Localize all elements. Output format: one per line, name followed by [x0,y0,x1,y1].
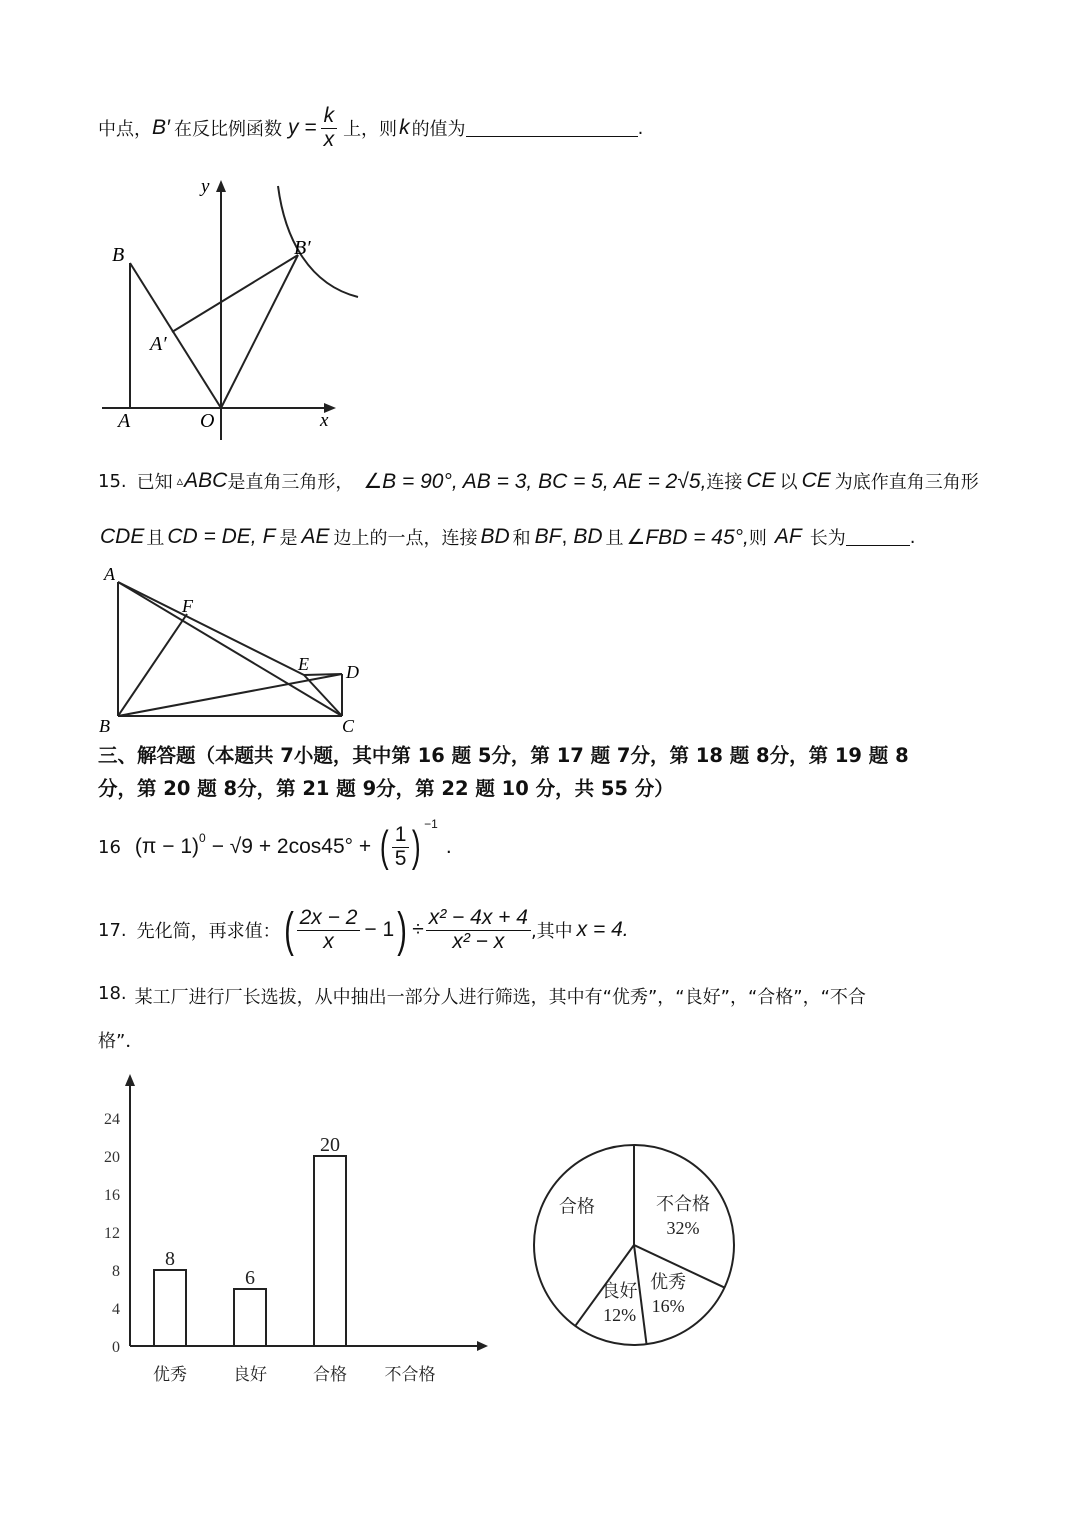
q17-fraction-2 [426,907,531,952]
q18-number: 18. [98,983,127,1004]
q17-minus-one: − 1 [364,918,395,941]
q14-text-b: 在反比例函数 [173,119,282,140]
q14-text-c: 上，则 [343,119,398,140]
q14-k-var: k [399,116,410,139]
q14-y-arrow [216,180,226,192]
bar-category-label: 良好 [233,1365,267,1384]
q14-figure [90,170,380,445]
q17-paren-open: ( [283,903,294,957]
q15-text-g: 是 [279,528,298,549]
q16-expr-b: − √9 + 2cos45° + [211,835,372,858]
bar-优秀 [154,1270,186,1346]
pie-slice-percent: 32% [666,1217,700,1238]
q16-expr-a: (π − 1) [134,835,199,858]
q14-label-B: B [112,244,125,266]
bar-合格 [314,1156,346,1346]
q15-text-b: 是直角三角形， [227,472,354,493]
q14-label-O: O [200,410,215,432]
bar-data-label: 6 [245,1267,255,1289]
pie-slice-label: 良好 [601,1281,638,1302]
bar-ytick-label: 8 [112,1263,120,1280]
q14-label-A: A [118,410,131,432]
bar-category-label: 不合格 [384,1365,436,1384]
q15-answer-blank[interactable] [846,528,910,546]
q17-fraction-1 [297,907,361,952]
q16-exp-neg1: −1 [424,817,438,831]
q15-line-1 [98,466,979,496]
q15-text-i: 和 [512,528,531,549]
q14-hyperbola [278,186,358,297]
bar-y-arrow [125,1074,135,1086]
bar-data-label: 20 [320,1134,340,1156]
q14-label-y: y [201,176,210,197]
q18-text-1: 某工厂进行厂长选拔，从中抽出一部分人进行筛选，其中有“优秀”，“良好”，“合格”，“不合 [134,987,866,1008]
q15-label-F: F [182,596,193,616]
q15-seg-BF [118,614,187,716]
q14-label-Bp: B′ [294,237,311,259]
q14-b-prime: B′ [152,116,170,139]
q14-end: . [637,117,644,139]
q16-number: 16 [98,836,121,858]
q15-label-D: D [346,662,359,682]
q16-numerator: 1 [392,824,410,847]
bar-x-arrow [477,1341,488,1351]
q15-line-2 [100,522,915,552]
q15-text-j: 且 [605,528,624,549]
q17-divide: ÷ [412,918,424,941]
q15-end: . [909,526,916,548]
q18-text-2: 格”． [98,1031,144,1052]
q15-text-f: 且 [146,528,165,549]
q15-abc: ABC [184,469,228,492]
q15-label-B: B [99,716,110,736]
q16-exp-0: 0 [199,831,206,845]
q17-numerator-2: x² − 4x + 4 [426,907,531,930]
section-3-heading-line-1: 三、解答题（本题共 7小题，其中第 16 题 5分，第 17 题 7分，第 18 题 8分，第 19 题 8 [98,744,909,767]
q14-x: x [323,127,335,151]
q15-seg-AE [118,582,304,675]
q14-answer-blank[interactable] [466,119,638,137]
q15-cd-eq: CD = DE, [167,525,257,548]
pie-slice-percent: 12% [603,1305,637,1326]
q14-text-a: 中点， [98,119,152,140]
q15-text-a: 已知 [136,472,173,493]
triangle-icon: ▵ [176,473,184,489]
q16-denominator: 5 [394,846,407,870]
bar-ytick-label: 0 [112,1339,120,1356]
q15-ae: AE [301,525,330,548]
q15-ce-2: CE [801,469,831,492]
q14-label-x: x [320,410,329,431]
q15-text-c: 连接 [706,472,743,493]
q15-text-e: 为底作直角三角形 [834,472,979,493]
bar-ytick-label: 20 [104,1149,120,1166]
q16-end: . [445,835,452,858]
q14-y-eq: y = [287,116,317,139]
pie-slice-label: 不合格 [655,1193,710,1214]
q17-tail: ,其中 [530,921,573,942]
bar-ytick-label: 12 [104,1225,120,1242]
q15-number: 15. [98,470,127,492]
q16-paren-close: ) [412,822,422,871]
q17-condition: x = 4. [576,918,629,941]
q15-cde: CDE [100,525,145,548]
q15-bd-1: BD [480,525,510,548]
q15-angle: ∠FBD = 45°, [626,525,749,549]
bar-data-label: 8 [165,1248,175,1270]
q15-text-d: 以 [779,472,798,493]
pie-slice-label: 优秀 [650,1271,687,1292]
q17-line [98,898,629,962]
q14-text-line [98,100,643,156]
q14-k: k [321,105,338,128]
q14-label-Ap: A′ [150,333,167,355]
bar-ytick-label: 4 [112,1301,120,1318]
q17-paren-close: ) [397,903,407,957]
q15-seg-ED [304,674,342,675]
bar-ytick-label: 24 [104,1111,120,1128]
q15-label-C: C [342,716,355,736]
bar-良好 [234,1289,266,1346]
q16-fraction [392,824,410,869]
q15-comma: , [561,525,568,548]
q14-seg-BO [130,263,221,408]
q15-seg-EC [304,675,342,716]
q14-fraction [321,105,338,150]
bar-category-label: 优秀 [153,1365,187,1384]
q17-numerator-1: 2x − 2 [297,907,361,930]
pie-chart [525,1135,745,1355]
q15-text-l: 长为 [809,528,846,549]
q15-text-k: 则 [748,528,767,549]
q15-label-E: E [298,654,309,674]
q15-condition: ∠B = 90°, AB = 3, BC = 5, AE = 2√5, [363,469,707,493]
q15-f: F [262,525,276,548]
q15-af: AF [774,525,802,548]
bar-chart [90,1068,490,1398]
pie-slice-percent: 16% [651,1295,685,1316]
q17-denominator-1: x [323,929,334,953]
q17-number: 17. [98,919,127,941]
q17-denominator-2: x² − x [452,929,505,953]
bar-ytick-label: 16 [104,1187,120,1204]
q15-figure [95,562,365,737]
q16-paren-open: ( [380,822,389,871]
q15-bf: BF [534,525,562,548]
section-3-heading-line-2: 分，第 20 题 8分，第 21 题 9分，第 22 题 10 分，共 55 分） [98,777,674,800]
q15-ce-1: CE [746,469,776,492]
q18-line-1 [98,983,866,1009]
q15-bd-2: BD [573,525,603,548]
q14-text-d: 的值为 [411,119,466,140]
q16-line [98,815,452,879]
q15-text-h: 边上的一点，连接 [333,528,478,549]
pie-slice-label: 合格 [558,1196,595,1217]
bar-category-label: 合格 [313,1365,347,1384]
q15-label-A: A [104,564,115,584]
q17-text: 先化简，再求值： [136,921,281,942]
